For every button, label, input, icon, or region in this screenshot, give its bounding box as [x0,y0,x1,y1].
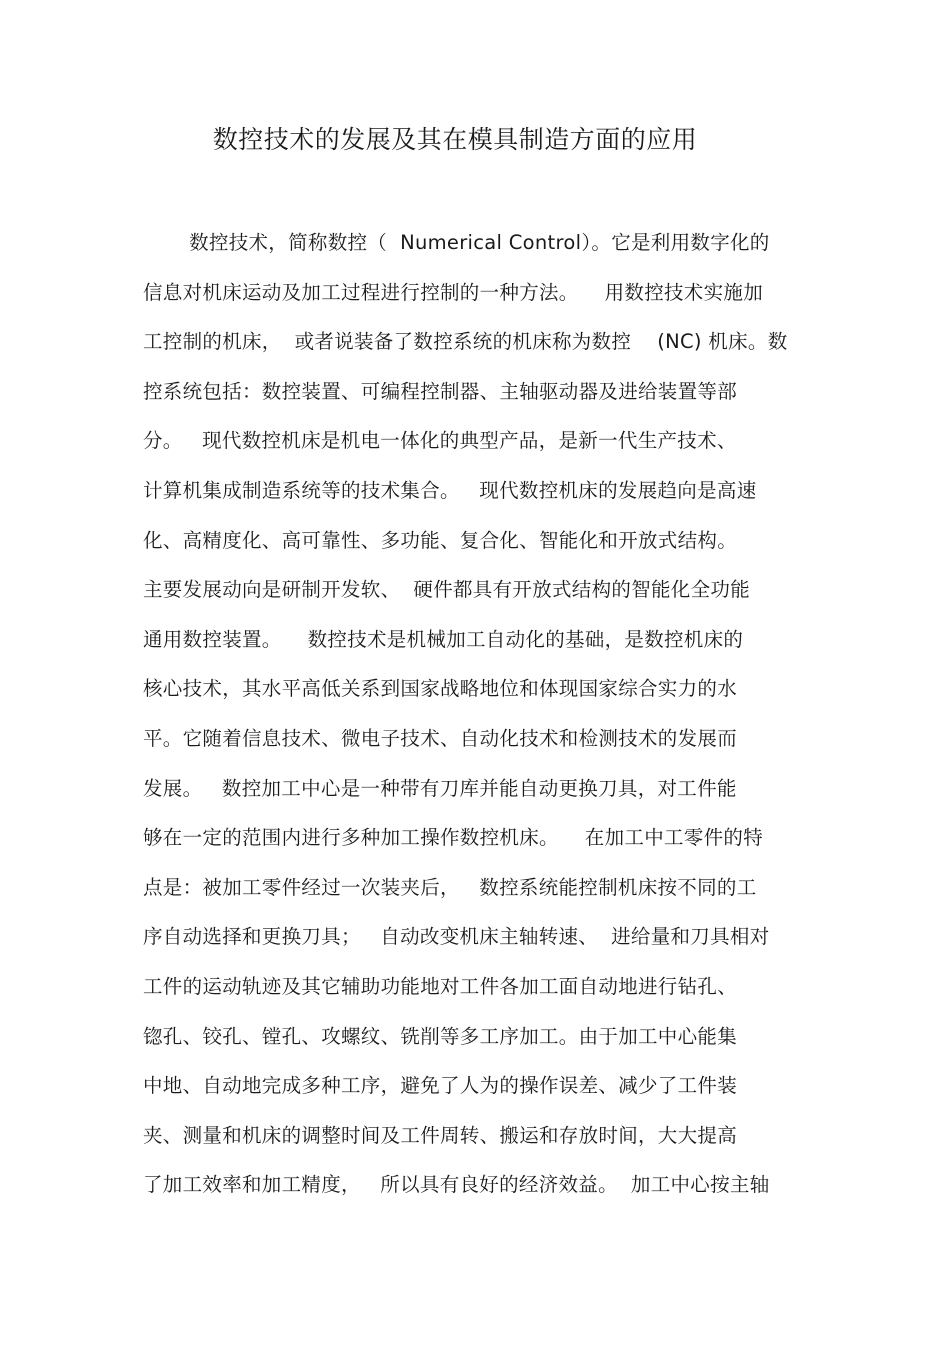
body-line: 化、高精度化、高可靠性、多功能、复合化、智能化和开放式结构。 [143,528,738,552]
body-line: 够在一定的范围内进行多种加工操作数控机床。 在加工中工零件的特 [143,826,763,850]
body-line: 主要发展动向是研制开发软、 硬件都具有开放式结构的智能化全功能 [143,578,750,602]
body-line: 通用数控装置。 数控技术是机械加工自动化的基础，是数控机床的 [143,627,744,651]
body-line: 分。 现代数控机床是机电一体化的典型产品，是新一代生产技术、 [143,429,737,453]
body-line: 点是：被加工零件经过一次装夹后， 数控系统能控制机床按不同的工 [143,875,757,899]
body-line: 平。它随着信息技术、微电子技术、自动化技术和检测技术的发展而 [143,726,738,750]
document-body [143,222,823,1214]
body-line: 中地、自动地完成多种工序，避免了人为的操作误差、减少了工件装 [143,1074,738,1098]
document-title: 数控技术的发展及其在模具制造方面的应用 [212,125,698,154]
body-line: 计算机集成制造系统等的技术集合。 现代数控机床的发展趋向是高速 [143,478,757,502]
body-line: 序自动选择和更换刀具； 自动改变机床主轴转速、 进给量和刀具相对 [143,925,770,949]
body-line: 锪孔、铰孔、镗孔、攻螺纹、铣削等多工序加工。由于加工中心能集 [143,1024,738,1048]
body-line: 控系统包括：数控装置、可编程控制器、主轴驱动器及进给装置等部 [143,379,738,403]
body-line: 工控制的机床， 或者说装备了数控系统的机床称为数控 (NC) 机床。数 [143,330,788,354]
body-line: 夹、测量和机床的调整时间及工件周转、搬运和存放时间，大大提高 [143,1123,738,1147]
body-line: 发展。 数控加工中心是一种带有刀库并能自动更换刀具，对工件能 [143,776,737,800]
body-line: 工件的运动轨迹及其它辅助功能地对工件各加工面自动地进行钻孔、 [143,974,738,998]
body-line: 信息对机床运动及加工过程进行控制的一种方法。 用数控技术实施加 [143,280,763,304]
body-line: 核心技术，其水平高低关系到国家战略地位和体现国家综合实力的水 [143,677,738,701]
body-line: 数控技术，简称数控（ Numerical Control）。它是利用数字化的 [143,231,770,254]
body-line: 了加工效率和加工精度， 所以具有良好的经济效益。 加工中心按主轴 [143,1173,770,1197]
